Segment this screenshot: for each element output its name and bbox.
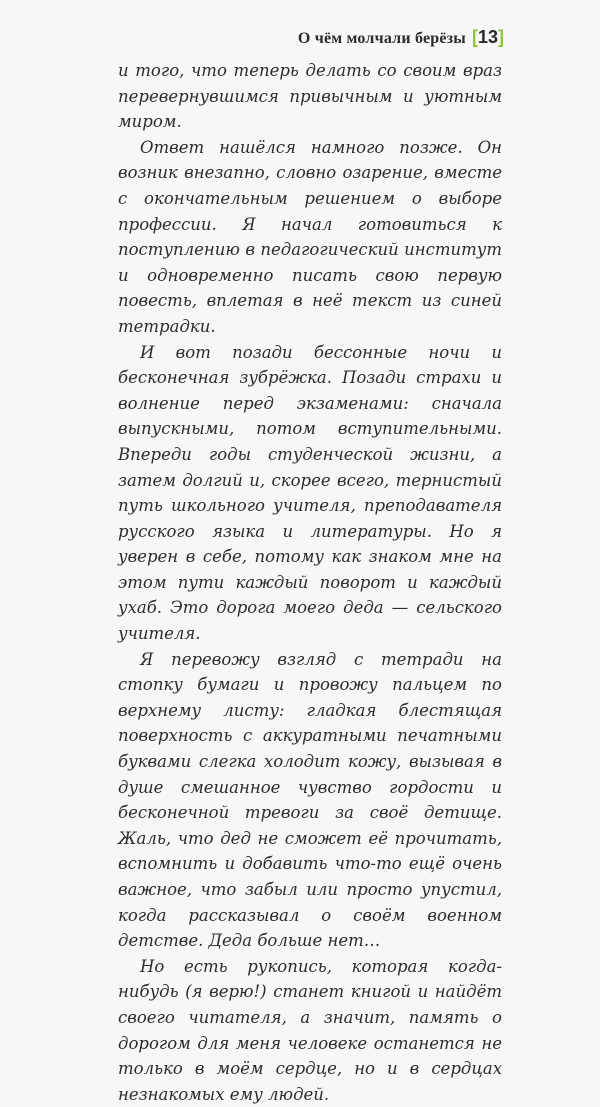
- paragraph-3: И вот позади бессонные ночи и бесконечная зубрёжка. Позади страхи и волнение перед экзаменами: сначала выпускными, потом вступительными. Впереди годы студенческой жизни, а затем долгий и, скорее всего, тернистый путь школьного учителя, преподавателя русского языка и литературы. Но я уверен в себе, потому как знаком мне на этом пути каждый поворот и каждый ухаб. Это дорога моего деда — сельского учителя.: [118, 342, 502, 644]
- paragraph-1: и того, что теперь делать со своим враз перевернувшимся привычным и уютным миром.: [118, 61, 502, 132]
- running-header-title: О чём молчали берёзы: [297, 30, 466, 47]
- page-number-value: 13: [477, 27, 498, 47]
- body-text: [118, 58, 502, 1107]
- paragraph-4: Я перевожу взгляд с тетради на стопку бумаги и провожу пальцем по верхнему листу: гладкая блестящая поверхность с аккуратными печатными буквами слегка холодит кожу, вызывая в душе смешанное чувство гордости и бесконечной тревоги за своё детище. Жаль, что дед не сможет её прочитать, вспомнить и добавить что-то ещё очень важное, что забыл или просто упустил, когда рассказывал о своём военном детстве. Деда больше нет…: [118, 649, 502, 951]
- paragraph-2: Ответ нашёлся намного позже. Он возник внезапно, словно озарение, вместе с окончательным решением о выборе профессии. Я начал готовиться к поступлению в педагогический институт и одновременно писать свою первую повесть, вплетая в неё текст из синей тетрадки.: [118, 137, 502, 336]
- paragraph-5: Но есть рукопись, которая когда-нибудь (я верю!) станет книгой и найдёт своего читателя, а значит, память о дорогом для меня человеке останется не только в моём сердце, но и в сердцах незнакомых ему людей.: [118, 956, 502, 1104]
- running-header: [298, 27, 504, 48]
- page-number-bracket-open: [: [471, 27, 478, 47]
- page-number: [472, 27, 504, 48]
- page-number-bracket-close: ]: [498, 27, 504, 47]
